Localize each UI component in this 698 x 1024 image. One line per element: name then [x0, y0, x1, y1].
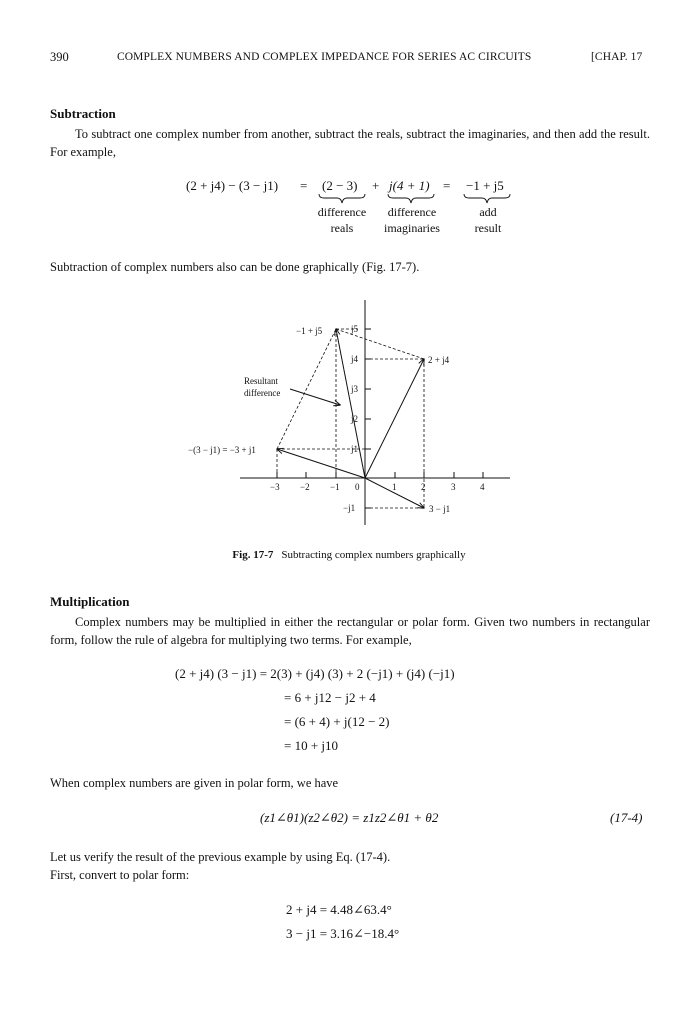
vector-2-j4 [365, 359, 424, 478]
polar-form-b: 3 − j1 = 3.16∠−18.4° [286, 926, 400, 941]
tick-neg-j1: −j1 [343, 503, 356, 513]
polar-equation: (z1∠θ1)(z2∠θ2) = z1z2∠θ1 + θ2 [260, 810, 439, 825]
mult-step-1: (2 + j4) (3 − j1) = 2(3) + (j4) (3) + 2 (−j1) + (j4) (−j1) [175, 666, 455, 681]
polar-form-a: 2 + j4 = 4.48∠63.4° [286, 902, 392, 917]
tick-1: 1 [392, 482, 397, 492]
subtraction-eq-lhs: (2 + j4) − (3 − j1) [186, 178, 279, 193]
tick-2: 2 [421, 482, 426, 492]
multiplication-intro: Complex numbers may be multiplied in either the rectangular or polar form. Given two numbers in rectangular form, follow the rule of algebra for multiplying two terms. For example, [50, 615, 650, 647]
brace-reals [319, 194, 365, 203]
label-point-a: −1 + j5 [296, 326, 323, 336]
tick-3: 3 [451, 482, 456, 492]
convert-text: First, convert to polar form: [50, 868, 190, 882]
eq-plus: + [372, 178, 380, 193]
label-resultant: Resultant [244, 376, 278, 386]
eq-equals-2: = [443, 178, 451, 193]
label-reals: difference reals [317, 205, 367, 235]
eq-equals-1: = [300, 178, 308, 193]
subtraction-intro: To subtract one complex number from another, subtract the reals, subtract the imaginaries, and then add the result. For example, [50, 127, 650, 159]
subtraction-heading: Subtraction [50, 106, 116, 121]
label-result: add result [474, 205, 502, 235]
equation-number: (17-4) [610, 810, 643, 825]
vector-resultant [336, 329, 365, 478]
figure-caption [0, 549, 698, 561]
figure-caption-text: Subtracting complex numbers graphically [281, 549, 466, 561]
tick-j5: j5 [351, 324, 359, 334]
figure-label: Fig. 17-7 [232, 549, 274, 561]
tick-j3: j3 [351, 384, 359, 394]
brace-imag [388, 194, 434, 203]
label-point-c: −(3 − j1) = −3 + j1 [188, 445, 256, 455]
verify-text: Let us verify the result of the previous example by using Eq. (17-4). [50, 850, 391, 864]
tick-j1: j1 [351, 444, 359, 454]
chapter-label: [CHAP. 17 [591, 51, 643, 63]
mult-step-3: = (6 + 4) + j(12 − 2) [284, 714, 390, 729]
subtraction-eq-result: −1 + j5 [466, 178, 504, 193]
tick-4: 4 [480, 482, 485, 492]
real-tick-marks [277, 472, 483, 478]
figure-17-7 [0, 290, 698, 530]
multiplication-heading: Multiplication [50, 594, 130, 609]
tick-j4: j4 [351, 354, 359, 364]
graphic-note: Subtraction of complex numbers also can be done graphically (Fig. 17-7). [50, 260, 420, 274]
page-number: 390 [50, 50, 69, 64]
label-point-b: 2 + j4 [428, 355, 450, 365]
subtraction-eq-reals: (2 − 3) [322, 178, 358, 193]
tick-neg3: −3 [270, 482, 280, 492]
running-title: COMPLEX NUMBERS AND COMPLEX IMPEDANCE FOR SERIES AC CIRCUITS [117, 51, 532, 63]
label-point-d: 3 − j1 [429, 504, 451, 514]
tick-j2: j2 [351, 414, 359, 424]
tick-neg2: −2 [300, 482, 310, 492]
tick-neg1: −1 [330, 482, 340, 492]
mult-step-2: = 6 + j12 − j2 + 4 [284, 690, 376, 705]
polar-intro: When complex numbers are given in polar form, we have [50, 776, 339, 790]
label-imaginaries: difference imaginaries [384, 205, 440, 235]
tick-0: 0 [355, 482, 360, 492]
mult-step-4: = 10 + j10 [284, 738, 339, 753]
label-difference: difference [244, 388, 281, 398]
subtraction-eq-imag: j(4 + 1) [389, 178, 430, 193]
resultant-pointer [290, 389, 340, 405]
brace-result [464, 194, 510, 203]
